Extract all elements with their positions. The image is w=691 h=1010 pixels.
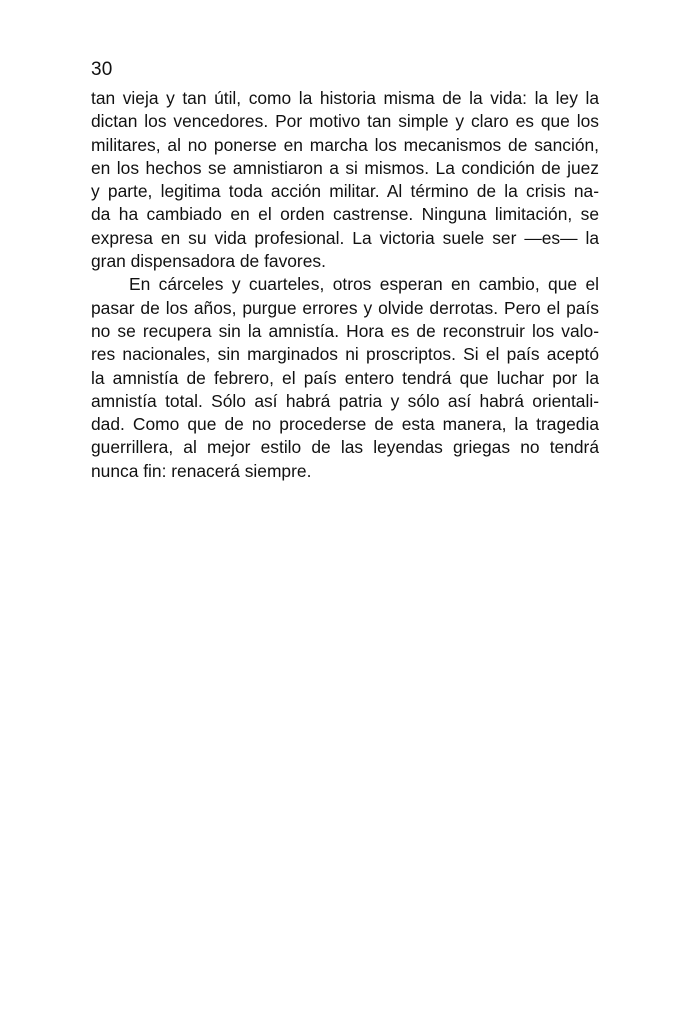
text-line: la amnistía de febrero, el país entero tendrá que luchar por la bbox=[91, 367, 599, 388]
text-line: guerrillera, al mejor estilo de las leyendas griegas no tendrá bbox=[91, 437, 599, 458]
text-line: tan vieja y tan útil, como la historia misma de la vida: la ley la bbox=[91, 88, 599, 108]
paragraph-1 bbox=[91, 87, 599, 273]
text-line: res nacionales, sin marginados ni proscriptos. Si el país aceptó bbox=[91, 344, 599, 365]
page-number: 30 bbox=[91, 59, 113, 80]
text-line: da ha cambiado en el orden castrense. Ninguna limitación, se bbox=[91, 204, 599, 225]
text-line: en los hechos se amnistiaron a si mismos. La condición de juez bbox=[91, 157, 599, 178]
paragraph-2 bbox=[91, 273, 599, 483]
text-line: expresa en su vida profesional. La victoria suele ser —es— la bbox=[91, 227, 599, 248]
body-text bbox=[91, 87, 599, 483]
text-line: no se recupera sin la amnistía. Hora es de reconstruir los valo- bbox=[91, 320, 599, 341]
text-line: y parte, legitima toda acción militar. Al término de la crisis na- bbox=[91, 181, 599, 202]
text-line: nunca fin: renacerá siempre. bbox=[91, 460, 312, 481]
text-line: gran dispensadora de favores. bbox=[91, 251, 326, 272]
text-line: dad. Como que de no procederse de esta manera, la tragedia bbox=[91, 414, 599, 435]
text-line: dictan los vencedores. Por motivo tan simple y claro es que los bbox=[91, 111, 599, 132]
text-line: En cárceles y cuarteles, otros esperan en cambio, que el bbox=[129, 274, 599, 295]
text-line: militares, al no ponerse en marcha los mecanismos de sanción, bbox=[91, 134, 599, 155]
text-line: pasar de los años, purgue errores y olvide derrotas. Pero el país bbox=[91, 297, 599, 318]
text-line: amnistía total. Sólo así habrá patria y sólo así habrá orientali- bbox=[91, 390, 599, 411]
